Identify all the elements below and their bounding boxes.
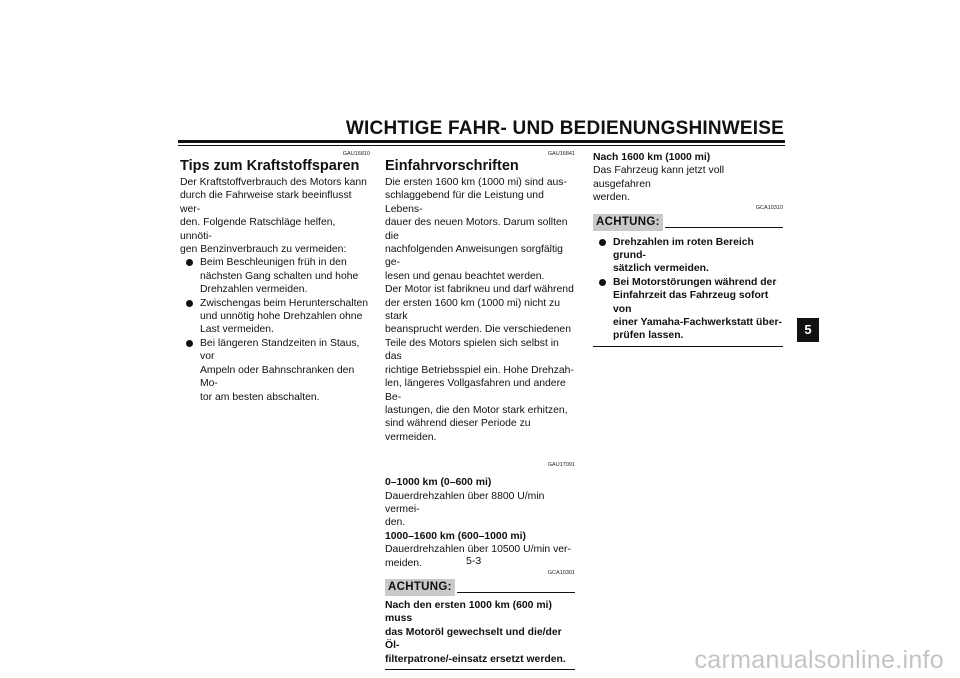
caution-label: ACHTUNG: [385,579,455,596]
tips-list [180,256,370,403]
caution-label: ACHTUNG: [593,214,663,231]
break-in-paragraph: Die ersten 1600 km (1000 mi) sind aus- schlaggebend für die Leistung und Lebens- dauer des neuen Motors. Darum sollten die nachfolgenden Anweisungen sorgfältig ge- lesen und genau beachtet werden. Der Motor ist fabrikneu und darf während der ersten 1600 km (1000 mi) nicht zu stark beansprucht werden. Die verschiedenen Teile des Motors spielen sich selbst in das richtige Betriebsspiel ein. Hohe Drehzah- len, längeres Vollgasfahren und andere Be- lastungen, die den Motor stark erhitzen, sind während dieser Periode zu vermeiden. [385,177,574,443]
reference-code: GCA10301 [547,569,575,576]
subsection-text: Das Fahrzeug kann jetzt voll ausgefahren werden. [593,165,725,204]
caution-rule [665,227,783,228]
list-item: Beim Beschleunigen früh in den nächsten Gang schalten und hohe Drehzahlen vermeiden. [180,256,370,296]
subheading: 0–1000 km (0–600 mi) [385,477,492,489]
subsection-text: Dauerdrehzahlen über 10500 U/min ver- meiden. [385,544,571,569]
caution-header [593,214,783,231]
caution-text [593,236,783,347]
page-number: 5-3 [466,555,482,567]
reference-code: GAU17091 [547,462,575,469]
reference-code: GAU16841 [547,151,575,157]
subheading: 1000–1600 km (600–1000 mi) [385,530,526,542]
page-header-title: WICHTIGE FAHR- UND BEDIENUNGSHINWEISE [345,118,784,139]
section-heading: Tips zum Kraftstoffsparen [180,158,360,174]
section-heading: Einfahrvorschriften [385,158,519,174]
list-item: Bei Motorstörungen während der Einfahrzeit das Fahrzeug sofort von einer Yamaha-Fachwerkstatt über- prüfen lassen. [593,276,783,343]
intro-paragraph: Der Kraftstoffverbrauch des Motors kann durch die Fahrweise stark beeinflusst wer- den. Folgende Ratschläge helfen, unnöti- gen Benzinverbrauch zu vermeiden: [180,177,367,256]
reference-code: GAU16810 [342,151,370,157]
caution-rule [457,592,575,593]
list-item: Drehzahlen im roten Bereich grund- sätzlich vermeiden. [593,236,783,276]
chapter-tab: 5 [797,318,819,342]
caution-text: Nach den ersten 1000 km (600 mi) muss das Motoröl gewechselt und die/der Öl- filterpatrone/-einsatz ersetzt werden. [385,599,575,670]
column-break-in [385,151,575,670]
column-after-break-in [593,151,783,347]
subsection-text: Dauerdrehzahlen über 8800 U/min vermei- den. [385,490,545,529]
subheading: Nach 1600 km (1000 mi) [593,152,711,163]
caution-header [385,579,575,596]
header-rule-thin [178,145,785,146]
reference-code: GCA10310 [755,204,783,211]
caution-list [593,236,783,343]
header-rule-thick [178,140,785,143]
watermark: carmanualsonline.info [694,646,944,674]
column-fuel-saving [180,151,370,404]
list-item: Zwischengas beim Herunterschalten und unnötig hohe Drehzahlen ohne Last vermeiden. [180,297,370,337]
list-item: Bei längeren Standzeiten in Staus, vor Ampeln oder Bahnschranken den Mo- tor am besten abschalten. [180,337,370,404]
